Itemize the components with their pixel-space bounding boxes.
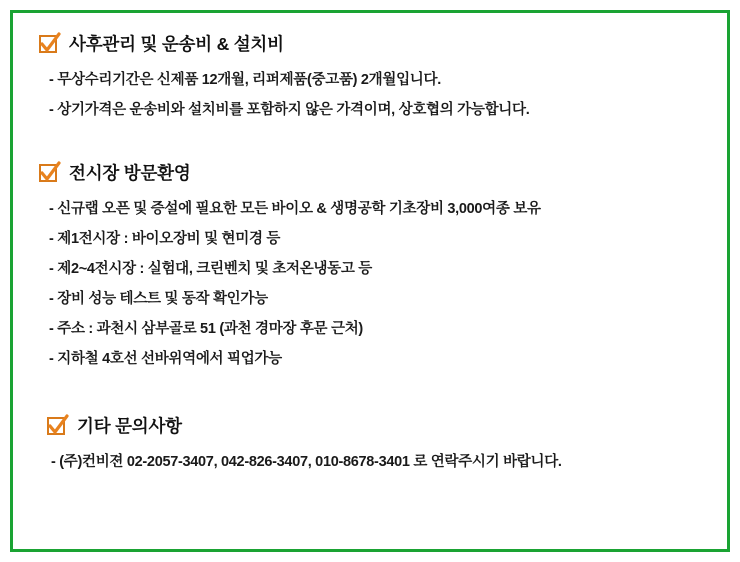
- section-showroom-visit: [39, 160, 701, 370]
- section-title: 기타 문의사항: [77, 416, 182, 437]
- section-item-list: [39, 199, 701, 370]
- checkbox-checked-icon: [39, 164, 57, 182]
- list-item: - 신규랩 오픈 및 증설에 필요한 모든 바이오 & 생명공학 기초장비 3,000여종 보유: [49, 201, 541, 218]
- list-item: - 장비 성능 테스트 및 동작 확인가능: [49, 291, 268, 308]
- list-item: - 제1전시장 : 바이오장비 및 현미경 등: [49, 231, 281, 248]
- section-heading: [39, 31, 701, 56]
- list-item: - 무상수리기간은 신제품 12개월, 리퍼제품(중고품) 2개월입니다.: [49, 72, 441, 88]
- checkbox-checked-icon: [39, 35, 57, 53]
- section-heading: [39, 160, 701, 185]
- list-item: - 지하철 4호선 선바위역에서 픽업가능: [49, 351, 282, 368]
- section-spacer: [39, 130, 701, 160]
- list-item: - 상기가격은 운송비와 설치비를 포함하지 않은 가격이며, 상호협의 가능합니다.: [49, 102, 530, 119]
- section-item-list: [39, 452, 701, 473]
- checkbox-checked-icon: [47, 417, 65, 435]
- section-spacer: [39, 379, 701, 413]
- section-heading: [47, 413, 701, 438]
- section-title: 사후관리 및 운송비 & 설치비: [69, 34, 284, 54]
- list-item: - (주)컨비젼 02-2057-3407, 042-826-3407, 010-8678-3401 로 연락주시기 바랍니다.: [51, 454, 562, 471]
- section-item-list: [39, 70, 701, 121]
- section-title: 전시장 방문환영: [69, 163, 191, 184]
- list-item: - 주소 : 과천시 삼부골로 51 (과천 경마장 후문 근처): [49, 321, 363, 338]
- document-content: [13, 13, 727, 549]
- list-item: - 제2~4전시장 : 실험대, 크린벤치 및 초저온냉동고 등: [49, 261, 373, 278]
- section-after-service: [39, 31, 701, 121]
- section-other-inquiries: [39, 413, 701, 473]
